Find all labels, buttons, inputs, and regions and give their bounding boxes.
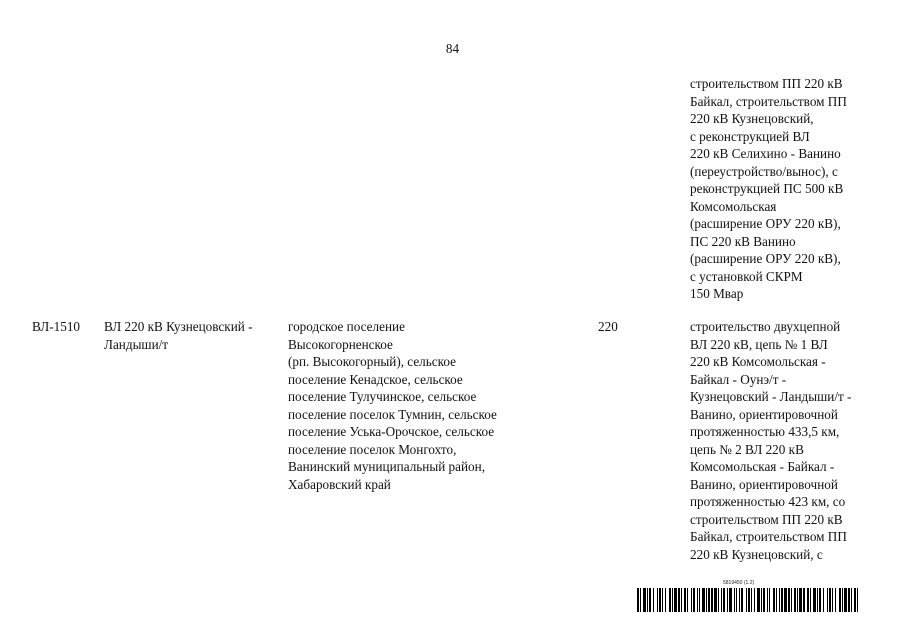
barcode-bar bbox=[721, 588, 722, 612]
barcode-bar bbox=[693, 588, 695, 612]
barcode-bar bbox=[739, 588, 740, 612]
barcode-bar bbox=[839, 588, 841, 612]
barcode-bar bbox=[817, 588, 818, 612]
barcode-bar bbox=[807, 588, 809, 612]
barcode-bar bbox=[662, 588, 663, 612]
barcode-bar bbox=[659, 588, 661, 612]
location-cell: городское поселение Высокогорненское (рп. Высокогорный), сельское поселение Кенадское, сельское поселение Тулучинское, сельское поселение поселок Тумнин, сельское поселение Уська-Орочское, сельское поселение поселок Монгохто, Ванинский муниципальный район, Хабаровский край bbox=[288, 319, 497, 492]
barcode-bar bbox=[678, 588, 680, 612]
barcode-bar bbox=[674, 588, 677, 612]
barcode-bar bbox=[718, 588, 719, 612]
object-name-cell: ВЛ 220 кВ Кузнецовский - Ландыши/т bbox=[104, 319, 253, 352]
barcode-bar bbox=[647, 588, 648, 612]
barcode-bar bbox=[736, 588, 737, 612]
continued-description-cell: строительством ПП 220 кВ Байкал, строительством ПП 220 кВ Кузнецовский, с реконструкцией ВЛ 220 кВ Селихино - Ванино (переустройство/вынос), с реконструкцией ПС 500 кВ Комсомольская (расширение ОРУ 220 кВ), ПС 220 кВ Ванино (расширение ОРУ 220 кВ), с установкой СКРМ 150 Мвар bbox=[690, 76, 847, 301]
barcode-bar bbox=[697, 588, 698, 612]
barcode-bar bbox=[653, 588, 654, 612]
page-number: 84 bbox=[445, 41, 460, 56]
barcode-bar bbox=[702, 588, 705, 612]
barcode-bar bbox=[819, 588, 821, 612]
barcode-bar bbox=[665, 588, 666, 612]
barcode-bar bbox=[803, 588, 805, 612]
barcode-bar bbox=[637, 588, 639, 612]
barcode-bar bbox=[829, 588, 831, 612]
barcode-bar bbox=[691, 588, 692, 612]
barcode-bar bbox=[784, 588, 787, 612]
barcode-bar bbox=[672, 588, 673, 612]
barcode-bar bbox=[813, 588, 816, 612]
barcode-bar bbox=[746, 588, 747, 612]
barcode-bar bbox=[844, 588, 847, 612]
barcode-bar bbox=[781, 588, 783, 612]
barcode-bar bbox=[640, 588, 641, 612]
barcode-bar bbox=[835, 588, 836, 612]
barcode-bar bbox=[779, 588, 780, 612]
barcode-bar bbox=[649, 588, 651, 612]
barcode-bar bbox=[723, 588, 725, 612]
barcode-bar bbox=[657, 588, 658, 612]
barcode-bar bbox=[684, 588, 686, 612]
barcode-bar bbox=[799, 588, 802, 612]
barcode-bar bbox=[714, 588, 717, 612]
barcode-bar bbox=[797, 588, 798, 612]
barcode-bar bbox=[681, 588, 682, 612]
barcode-bar bbox=[699, 588, 700, 612]
barcode-bar bbox=[767, 588, 768, 612]
barcode-bar bbox=[823, 588, 824, 612]
barcode-bar bbox=[748, 588, 750, 612]
barcode-bar bbox=[751, 588, 752, 612]
barcode-bar bbox=[848, 588, 850, 612]
barcode-bar bbox=[729, 588, 732, 612]
barcode-bar bbox=[761, 588, 762, 612]
barcode-bar bbox=[773, 588, 775, 612]
barcode-bar bbox=[741, 588, 743, 612]
barcode-bar bbox=[832, 588, 833, 612]
barcode-bar bbox=[706, 588, 707, 612]
barcode-bar bbox=[669, 588, 671, 612]
barcode-bar bbox=[827, 588, 828, 612]
barcode-bar bbox=[794, 588, 796, 612]
barcode-label: 5819450 (1.2) bbox=[723, 580, 755, 586]
barcode-bar bbox=[734, 588, 735, 612]
barcode-bar bbox=[643, 588, 646, 612]
object-code-cell: ВЛ-1510 bbox=[32, 319, 81, 334]
barcode-bar bbox=[788, 588, 790, 612]
barcode-bar bbox=[711, 588, 713, 612]
barcode-bar bbox=[851, 588, 852, 612]
barcode-bar bbox=[810, 588, 811, 612]
barcode-bar bbox=[727, 588, 728, 612]
barcode-bar bbox=[769, 588, 770, 612]
barcode-bar bbox=[776, 588, 777, 612]
barcode-bar bbox=[854, 588, 856, 612]
barcode-image bbox=[637, 588, 859, 612]
barcode-bar bbox=[687, 588, 688, 612]
voltage-cell: 220 bbox=[598, 319, 618, 334]
barcode-bar bbox=[757, 588, 760, 612]
barcode-bar bbox=[842, 588, 843, 612]
barcode-bar bbox=[754, 588, 755, 612]
barcode-bar bbox=[708, 588, 710, 612]
description-cell: строительство двухцепной ВЛ 220 кВ, цепь № 1 ВЛ 220 кВ Комсомольская - Байкал - Оунэ/т - Кузнецовский - Ландыши/т - Ванино, ориентировочной протяженностью 433,5 км, цепь № 2 ВЛ 220 кВ Комсомольская - Байкал - Ванино, ориентировочной протяженностью 423 км, со строительством ПП 220 кВ Байкал, строительством ПП 220 кВ Кузнецовский, с bbox=[690, 319, 852, 562]
barcode-bar bbox=[763, 588, 765, 612]
barcode-bar bbox=[791, 588, 792, 612]
barcode-bar bbox=[857, 588, 858, 612]
